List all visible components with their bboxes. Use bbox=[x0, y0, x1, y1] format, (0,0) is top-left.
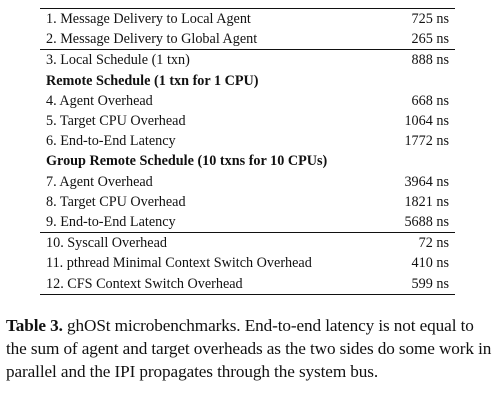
row-label: 3. Local Schedule (1 txn) bbox=[40, 50, 363, 71]
row-value: 410 ns bbox=[411, 255, 449, 272]
row-label: 4. Agent Overhead bbox=[46, 92, 153, 109]
table-section-header bbox=[40, 151, 455, 171]
row-label: 7. Agent Overhead bbox=[46, 173, 153, 190]
table-row bbox=[40, 273, 455, 294]
table-row bbox=[40, 172, 455, 192]
row-label: 11. pthread Minimal Context Switch Overhead bbox=[46, 255, 312, 272]
table-row bbox=[40, 233, 455, 254]
row-value: 265 ns bbox=[411, 31, 449, 48]
row-value: 1772 ns bbox=[404, 133, 449, 150]
caption-label: Table 3. bbox=[6, 316, 63, 335]
table-row bbox=[40, 9, 455, 30]
row-label: 2. Message Delivery to Global Agent bbox=[46, 31, 258, 48]
table-row bbox=[40, 192, 455, 212]
row-value: 599 ns bbox=[363, 273, 455, 294]
table-caption bbox=[6, 314, 492, 384]
section-label: Remote Schedule (1 txn for 1 CPU) bbox=[46, 72, 259, 89]
table-row bbox=[40, 50, 455, 71]
row-value: 888 ns bbox=[363, 50, 455, 71]
row-value: 72 ns bbox=[363, 233, 455, 254]
row-label: 12. CFS Context Switch Overhead bbox=[40, 273, 363, 294]
section-label: Group Remote Schedule (10 txns for 10 CPUs) bbox=[46, 153, 328, 170]
row-label: 10. Syscall Overhead bbox=[40, 233, 363, 254]
microbenchmarks-table bbox=[40, 8, 455, 295]
row-value: 3964 ns bbox=[404, 173, 449, 190]
row-value: 668 ns bbox=[411, 92, 449, 109]
row-value: 1821 ns bbox=[404, 193, 449, 210]
table-section-header bbox=[40, 71, 455, 91]
row-label: 6. End-to-End Latency bbox=[46, 133, 176, 150]
row-value: 5688 ns bbox=[404, 213, 449, 230]
row-label: 9. End-to-End Latency bbox=[46, 213, 176, 230]
table-row bbox=[40, 29, 455, 50]
row-label: 5. Target CPU Overhead bbox=[46, 113, 186, 130]
row-value: 1064 ns bbox=[404, 113, 449, 130]
row-label: 1. Message Delivery to Local Agent bbox=[40, 9, 363, 30]
results-table bbox=[40, 8, 455, 295]
table-row bbox=[40, 131, 455, 151]
caption-text: ghOSt microbenchmarks. End-to-end latency is not equal to the sum of agent and target overheads as the two sides do some work in parallel and the IPI propagates through the system bus. bbox=[6, 316, 492, 382]
table-row bbox=[40, 111, 455, 131]
table-row bbox=[40, 91, 455, 111]
table-row bbox=[40, 212, 455, 233]
row-label: 8. Target CPU Overhead bbox=[46, 193, 186, 210]
table-body bbox=[40, 9, 455, 295]
table-row bbox=[40, 253, 455, 273]
row-value: 725 ns bbox=[363, 9, 455, 30]
